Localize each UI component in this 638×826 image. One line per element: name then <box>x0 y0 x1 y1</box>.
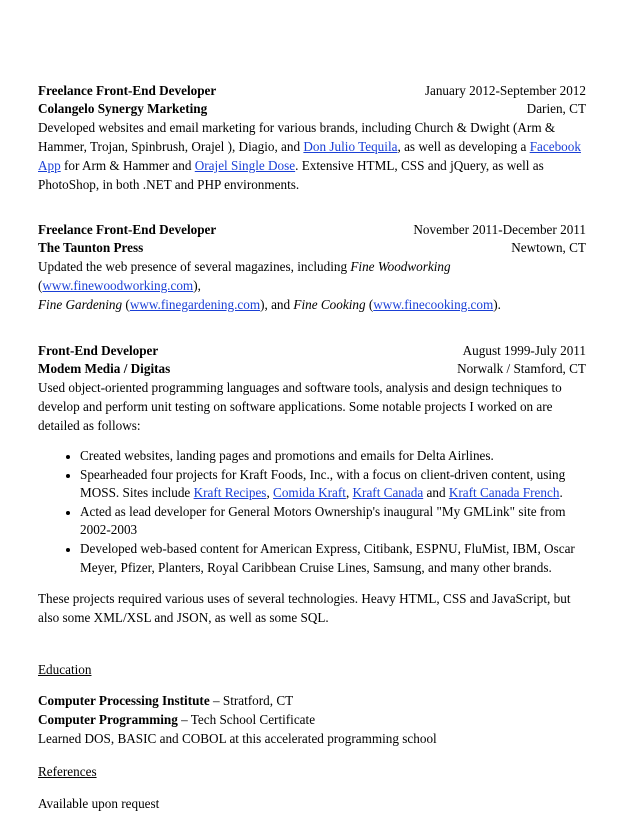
list-item: • Developed web-based content for American Express, Citibank, ESPNU, FluMist, IBM, Oscar Meyer, Pfizer, Planters, Royal Caribbean Cruise Lines, Samsung, and many other brands. <box>80 540 586 577</box>
list-item: • Acted as lead developer for General Motors Ownership's inaugural "My GMLink" site from 2002-2003 <box>80 503 586 540</box>
list-item-text: Spearheaded four projects for Kraft Foods, Inc., with a focus on client-driven content, using MOSS. Sites include <box>80 466 566 501</box>
desc-text: ( <box>38 278 43 293</box>
kraft-recipes-link[interactable]: Kraft Recipes <box>193 485 267 501</box>
job-header <box>38 82 586 100</box>
finewoodworking-link[interactable]: www.finewoodworking.com <box>42 278 194 293</box>
magazine-name: Fine Cooking <box>293 297 366 312</box>
separator: and <box>423 485 449 501</box>
finecooking-link[interactable]: www.finecooking.com <box>373 297 494 312</box>
job-title: Freelance Front-End Developer <box>38 222 217 237</box>
job-company-row <box>38 360 586 378</box>
education-note: Learned DOS, BASIC and COBOL at this accelerated programming school <box>38 731 437 747</box>
job-description <box>38 257 586 314</box>
job-dates: November 2011-December 2011 <box>413 222 586 237</box>
job-title: Front-End Developer <box>38 343 159 358</box>
school-name: Computer Processing Institute <box>38 693 210 709</box>
program-name: Computer Programming <box>38 712 178 728</box>
desc-text: Updated the web presence of several magazines, including <box>38 259 351 274</box>
kraft-canada-link[interactable]: Kraft Canada <box>352 485 424 501</box>
job-company: Colangelo Synergy Marketing <box>38 101 208 116</box>
job-dates: January 2012-September 2012 <box>424 83 586 98</box>
job-company-row <box>38 100 586 118</box>
desc-text: for Arm & Hammer and <box>60 158 195 173</box>
program-detail: – Tech School Certificate <box>177 712 316 728</box>
education-heading: Education <box>38 662 92 678</box>
job-header <box>38 221 586 239</box>
education-program <box>38 710 586 729</box>
job-description: Used object-oriented programming languages and software tools, analysis and design techniques to develop and perform unit testing on software applications. Some notable projects I worked on are detailed as follows: <box>38 380 562 433</box>
desc-text: ). <box>493 297 501 312</box>
finegardening-link[interactable]: www.finegardening.com <box>129 297 261 312</box>
desc-text: ), and <box>260 297 294 312</box>
list-item: • Created websites, landing pages and promotions and emails for Delta Airlines. <box>80 447 586 466</box>
separator: . <box>559 485 563 501</box>
job-company-row <box>38 239 586 257</box>
job-location: Norwalk / Stamford, CT <box>457 361 586 376</box>
job-entry <box>38 221 586 314</box>
magazine-name: Fine Woodworking <box>350 259 451 274</box>
separator: , <box>345 485 353 501</box>
desc-text: ), <box>193 278 201 293</box>
school-location: – Stratford, CT <box>209 693 294 709</box>
facebook-app-link[interactable]: Facebook App <box>38 139 581 173</box>
list-item <box>80 466 586 503</box>
job-dates: August 1999-July 2011 <box>462 343 586 358</box>
job-location: Newtown, CT <box>511 240 586 255</box>
references-text: Available upon request <box>38 796 160 812</box>
orajel-single-dose-link[interactable]: Orajel Single Dose <box>194 158 296 173</box>
desc-text: . Extensive HTML, CSS and jQuery, as well as PhotoShop, in both .NET and PHP environments. <box>38 158 544 192</box>
kraft-canada-french-link[interactable]: Kraft Canada French <box>448 485 560 501</box>
job-company: Modem Media / Digitas <box>38 361 171 376</box>
education-block <box>38 691 586 748</box>
job-header <box>38 342 586 360</box>
separator: , <box>266 485 274 501</box>
desc-text: , as well as developing a <box>397 139 530 154</box>
projects-summary: These projects required various uses of several technologies. Heavy HTML, CSS and JavaScript, but also some XML/XSL and JSON, as well as some SQL. <box>38 591 571 626</box>
desc-text: ( <box>122 297 130 312</box>
references-heading: References <box>38 764 97 780</box>
comida-kraft-link[interactable]: Comida Kraft <box>273 485 346 501</box>
job-entry <box>38 342 586 627</box>
magazine-name: Fine Gardening <box>38 297 123 312</box>
don-julio-link[interactable]: Don Julio Tequila <box>303 139 398 154</box>
job-description <box>38 118 586 194</box>
desc-text: Developed websites and email marketing for various brands, including Church & Dwight (Arm & Hammer, Trojan, Spinbrush, Orajel ), Diagio, and <box>38 120 556 154</box>
project-list <box>38 447 586 577</box>
job-location: Darien, CT <box>526 101 586 116</box>
job-company: The Taunton Press <box>38 240 144 255</box>
education-school <box>38 691 586 710</box>
job-entry <box>38 82 586 194</box>
desc-text: ( <box>365 297 374 312</box>
job-title: Freelance Front-End Developer <box>38 83 217 98</box>
